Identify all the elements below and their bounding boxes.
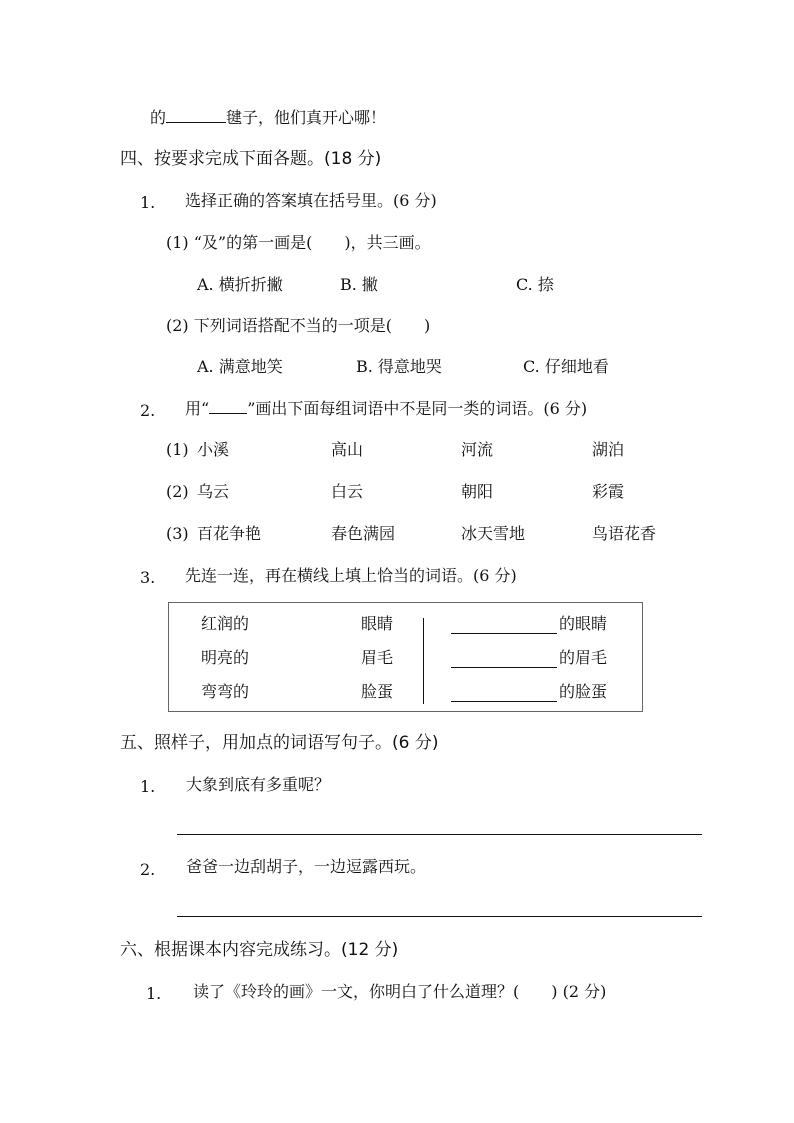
fill-line[interactable] (451, 633, 557, 634)
q1-instruction: 选择正确的答案填在括号里。(6 分) (185, 191, 437, 210)
underline-sample (209, 413, 247, 414)
q1-number: 1. (140, 193, 156, 212)
fill-blank[interactable] (166, 122, 226, 123)
s5-q2-number: 2. (140, 860, 156, 879)
q1-sub2-option-a[interactable]: A. 满意地笑 (197, 357, 283, 376)
q2-row2-word[interactable]: 白云 (331, 482, 364, 501)
q2-row2-word[interactable]: 乌云 (197, 482, 230, 501)
continued-sentence: 的 毽子，他们真开心哪！ (150, 108, 387, 127)
q3-instruction: 先连一连，再在横线上填上恰当的词语。(6 分) (185, 566, 517, 585)
match-left-item[interactable]: 弯弯的 (201, 682, 250, 701)
q2-row3-word[interactable]: 鸟语花香 (592, 524, 657, 543)
s5-q1-number: 1. (140, 777, 156, 796)
q1-sub1-option-a[interactable]: A. 横折折撇 (197, 275, 283, 294)
s5-q2-text: 爸爸一边刮胡子，一边逗露西玩。 (186, 857, 427, 876)
q2-row2-label: (2) (166, 482, 189, 501)
s6-q1-number: 1. (146, 984, 162, 1003)
q2-row3-word[interactable]: 春色满园 (331, 524, 396, 543)
q2-row3-word[interactable]: 百花争艳 (197, 524, 262, 543)
fill-line[interactable] (451, 701, 557, 702)
q2-row3-word[interactable]: 冰天雪地 (461, 524, 526, 543)
match-middle-item[interactable]: 脸蛋 (361, 682, 394, 701)
q2-row1-word[interactable]: 河流 (461, 440, 494, 459)
q1-sub2-option-b[interactable]: B. 得意地哭 (356, 357, 442, 376)
table-divider (423, 618, 424, 704)
match-right-item: 的眼睛 (559, 614, 608, 633)
match-middle-item[interactable]: 眉毛 (361, 648, 394, 667)
q2-instruction: 用“ ”画出下面每组词语中不是同一类的词语。(6 分) (185, 399, 588, 418)
q2-row1-word[interactable]: 小溪 (197, 440, 230, 459)
s5-q1-text: 大象到底有多重呢？ (186, 775, 331, 794)
q1-sub1-stem: (1) “及”的第一画是( )，共三画。 (166, 233, 431, 252)
q2-row2-word[interactable]: 彩霞 (592, 482, 625, 501)
match-left-item[interactable]: 红润的 (201, 614, 250, 633)
match-left-item[interactable]: 明亮的 (201, 648, 250, 667)
q3-number: 3. (140, 568, 156, 587)
match-right-item: 的脸蛋 (559, 682, 608, 701)
answer-line[interactable] (177, 834, 702, 835)
q2-row1-word[interactable]: 湖泊 (592, 440, 625, 459)
section-5-title: 五、照样子，用加点的词语写句子。(6 分) (120, 733, 439, 753)
q1-sub1-option-b[interactable]: B. 撇 (340, 275, 378, 294)
section-4-title: 四、按要求完成下面各题。(18 分) (120, 149, 382, 169)
q2-row1-label: (1) (166, 440, 189, 459)
answer-line[interactable] (177, 916, 702, 917)
q2-row1-word[interactable]: 高山 (331, 440, 364, 459)
s6-q1-text: 读了《玲玲的画》一文，你明白了什么道理？( ) (2 分) (193, 982, 607, 1001)
q1-sub1-option-c[interactable]: C. 捺 (516, 275, 554, 294)
q2-number: 2. (140, 401, 156, 420)
q1-sub2-option-c[interactable]: C. 仔细地看 (523, 357, 609, 376)
q1-sub2-stem: (2) 下列词语搭配不当的一项是( ) (166, 316, 431, 335)
match-right-item: 的眉毛 (559, 648, 608, 667)
q2-row2-word[interactable]: 朝阳 (461, 482, 494, 501)
section-6-title: 六、根据课本内容完成练习。(12 分) (120, 940, 399, 960)
fill-line[interactable] (451, 667, 557, 668)
match-middle-item[interactable]: 眼睛 (361, 614, 394, 633)
q2-row3-label: (3) (166, 524, 189, 543)
